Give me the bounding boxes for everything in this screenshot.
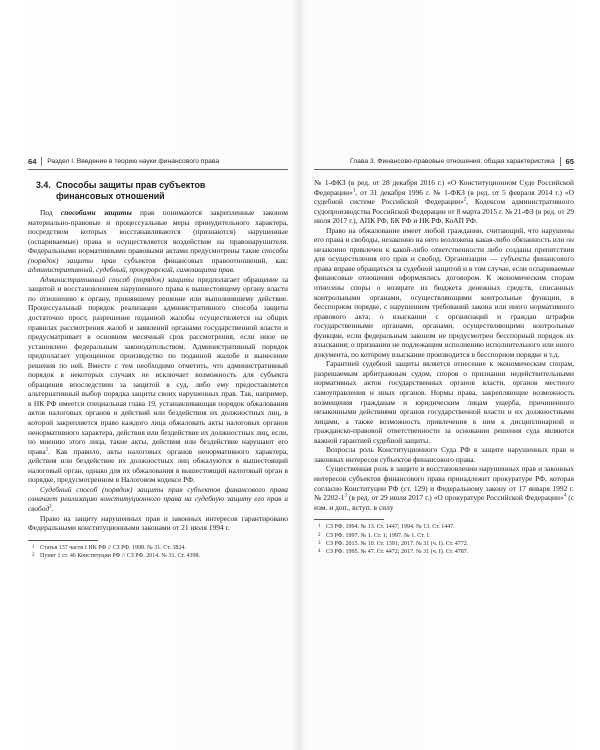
footnote (314, 548, 574, 556)
paragraph: Гарантией судебной защиты является отнесение к экономическим спорам, разрешаемым арбитражным судом, споров о признании недействительными нормативных актов государственных органов власти, органов местного самоуправления и иных органов. Нормы права, закрепляющие возможность возмещения гражданам и юридическим лицам ущерба, причиненного незаконными действиями органов государственной власти и их должностными лицами, а также возможность привлечения к ним к дисциплинарной и гражданско-правовой ответственности за основании решения суда являются важной гарантией судебной защиты. (314, 359, 574, 445)
running-head-separator (41, 157, 42, 166)
footnote (314, 532, 574, 540)
footnote-ref: 1 (45, 447, 49, 453)
left-page (28, 156, 288, 560)
footnote (28, 552, 288, 560)
footnote-text: СЗ РФ. 1994. № 13. Ст. 1447; 1994. № 13. Ст. 1447. (326, 524, 455, 531)
footnote (314, 540, 574, 548)
footnote-ref: 2 (49, 504, 52, 510)
paragraph (28, 485, 288, 514)
right-page-number: 65 (565, 156, 574, 166)
right-running-head (314, 156, 574, 170)
footnote-divider (314, 519, 384, 520)
footnote-ref: 3 (344, 493, 347, 499)
text-run: субъектов финансовых правоотношений, как: (115, 255, 288, 265)
section-title-line2: финансовых отношений (56, 191, 165, 201)
text-run: . (51, 503, 54, 513)
section-title (36, 180, 288, 202)
right-page (314, 156, 574, 557)
footnote-text: СЗ РФ. 1997. № 1. Ст. 1; 1997. № 1. Ст. 1. (326, 532, 431, 539)
footnote-number: 1 (32, 544, 35, 550)
left-body-text (28, 208, 288, 533)
text-run: , Кодексом административного судопроизводства Российской Федерации от 8 марта 2015 г. № 21-ФЗ (в ред. от 29 июля 2017 г.), АПК РФ, БК РФ и НК РФ, КоАП РФ. (314, 197, 575, 226)
footnote (314, 523, 574, 531)
text-run: прав понимаются закрепленные законом материально-правовые и процессуальные меры принудительного характера, посредством которых восстанавливаются (признаются) нарушенные (оспариваемые) права и осуществляется воздействие на правонарушителя. Федеральными нормативными правовыми актами предусмотрены такие (28, 208, 288, 256)
paragraph: Возросла роль Конституционного Суда РФ в защите нарушенных прав и законных интересов субъектов финансового права. (314, 445, 574, 464)
term-emphasis: способами защиты (60, 208, 132, 217)
paragraph (28, 208, 288, 275)
footnote-divider (28, 540, 98, 541)
footnote-number: 2 (318, 532, 321, 538)
text-run: № 1-ФКЗ (в ред. от 28 декабря 2016 г.) «О Конституционном Суде Российской Федерации» (314, 178, 574, 197)
term-emphasis: способы (порядок) защиты прав (28, 246, 288, 265)
term-emphasis: Административный способ (порядок) защиты (40, 274, 194, 284)
term-emphasis: Судебный способ (порядок) защиты прав субъектов финансового права означает реализацию конституционного права на судебную защиту его прав и свобод (28, 484, 288, 513)
left-page-number: 64 (28, 156, 37, 166)
paragraph: Право на защиту нарушенных прав и законных интересов гарантировано Федеральными конституционными законами от 21 июля 1994 г. (28, 513, 288, 533)
section-title-line1: Способы защиты прав субъектов (56, 180, 206, 190)
footnote-ref: 1 (352, 188, 356, 194)
right-footnotes (314, 523, 574, 557)
text-run: . Как правило, акты налоговых органов ненормативного характера, действия или бездействие их должностных лиц обжалуются в вышестоящий налоговый орган, однако для их обжалования в вышестоящий налоговый орган в порядке, предусмотренном в Налоговом кодексе РФ. (28, 446, 288, 485)
footnote-text: Статья 137 части I НК РФ // СЗ РФ. 1998. № 31. Ст. 3824. (40, 544, 186, 551)
text-run: (в ред. от 29 июля 2017 г.) «О прокуратуре Российской Федерации» (346, 493, 564, 503)
footnote-text: Пункт 1 ст. 46 Конституции РФ // СЗ РФ. 2014. № 31. Ст. 4398. (40, 553, 201, 559)
paragraph (314, 464, 574, 512)
right-body-text (314, 178, 574, 512)
footnote-number: 3 (318, 540, 321, 546)
paragraph: Право на обжалование имеет любой гражданин, считающий, что нарушены его права и свободы, незаконно на него возложена какая-либо обязанность или он незаконно привлечен к какой-либо ответственности либо созданы препятствия для осуществления его прав и свобод. Организации — субъекты финансового права вправе обращаться за судебной защитой и в том случае, если оспариваемые финансовые отношения оформлялись договором. К экономическим спорам отнесены споры о возврате из бюджета денежных средств, списанных контрольными органами, осуществляющими контрольные функции, в бесспорном порядке, с нарушением требований закона или иного нормативного правового акта; о взыскании с организаций и граждан штрафов государственными органами, органами, осуществляющими контрольные функции, если федеральным законом не предусмотрен бесспорный порядок их взыскания; о признании не подлежащим исполнению исполнительного или иного документа, по которому взыскание производится в бесспорном порядке и т.д. (314, 225, 574, 359)
footnote-text: СЗ РФ. 1995. № 47. Ст. 4472; 2017. № 31 (ч. I). Ст. 4787. (326, 549, 469, 556)
footnote-ref: 4 (563, 493, 567, 499)
text-run: Под (40, 208, 61, 217)
paragraph (314, 178, 574, 226)
footnote-number: 4 (318, 549, 321, 555)
right-running-head-text: Глава 3. Финансово-правовые отношения: общая характеристика (350, 157, 555, 165)
text-run: Существенная роль в защите и восстановлении нарушенных прав и законных интересов субъектов финансового права принадлежит прокуратуре РФ, которая согласно Конституции РФ (ст. 129) и Федеральному закону от 17 января 1992 г. № 2202-1 (314, 464, 574, 503)
section-number: 3.4. (36, 180, 51, 190)
left-running-head-text: Раздел I. Введение в теорию науки финансового права (47, 157, 220, 165)
paragraph (28, 275, 288, 485)
text-run: , от 31 декабря 1996 г. № 1-ФКЗ (в ред. от 5 февраля 2014 г.) «О судебной системе Российской Федерации» (314, 187, 574, 207)
footnote-text: СЗ РФ. 2015. № 10. Ст. 1391; 2017. № 31 (ч. I). Ст. 4772. (326, 540, 469, 547)
footnote-ref: 2 (463, 197, 467, 203)
term-emphasis: административный, судебный, прокурорский, самозащита прав. (28, 265, 235, 275)
footnote (28, 544, 288, 552)
left-footnotes (28, 544, 288, 561)
text-run: предполагает обращение за защитой и восстановлением нарушенного права к вышестоящему органу власти по отношению к органу, принявшему решение или выполнившему действие. Процессуальный порядок реализации административного способа защиты достаточно прост, разрешение поданной жалобы осуществляется на общих правилах рассмотрения жалоб и заявлений органами государственной власти и предусматривает в основном месячный срок рассмотрения, если иное не установлено федеральным законодательством. Административный порядок предполагает упрощенное производство по поданной жалобе и вынесение решения по ней. Вместе с тем необходимо отметить, что административный порядок в некоторых случаях не исключает возможность для субъекта обращения впоследствии за защитой в суд, либо ему предоставляется альтернативный выбор порядка защиты своих нарушенных прав. Так, например, в НК РФ имеется специальная глава 19, устанавливающая порядок обжалования актов налоговых органов и действий или бездействия их должностных лиц, в которой закрепляется право каждого лица обжаловать акты налоговых органов ненормативного характера, действия или бездействие их должностных лиц, если, по мнению этого лица, такие акты, действия или бездействие нарушают его права (28, 274, 288, 456)
footnote-number: 1 (318, 524, 321, 530)
text-run: (с изм. и доп., вступ. в силу (314, 493, 575, 512)
running-head-separator (560, 157, 561, 166)
left-running-head (28, 156, 288, 170)
footnote-number: 2 (32, 553, 35, 558)
